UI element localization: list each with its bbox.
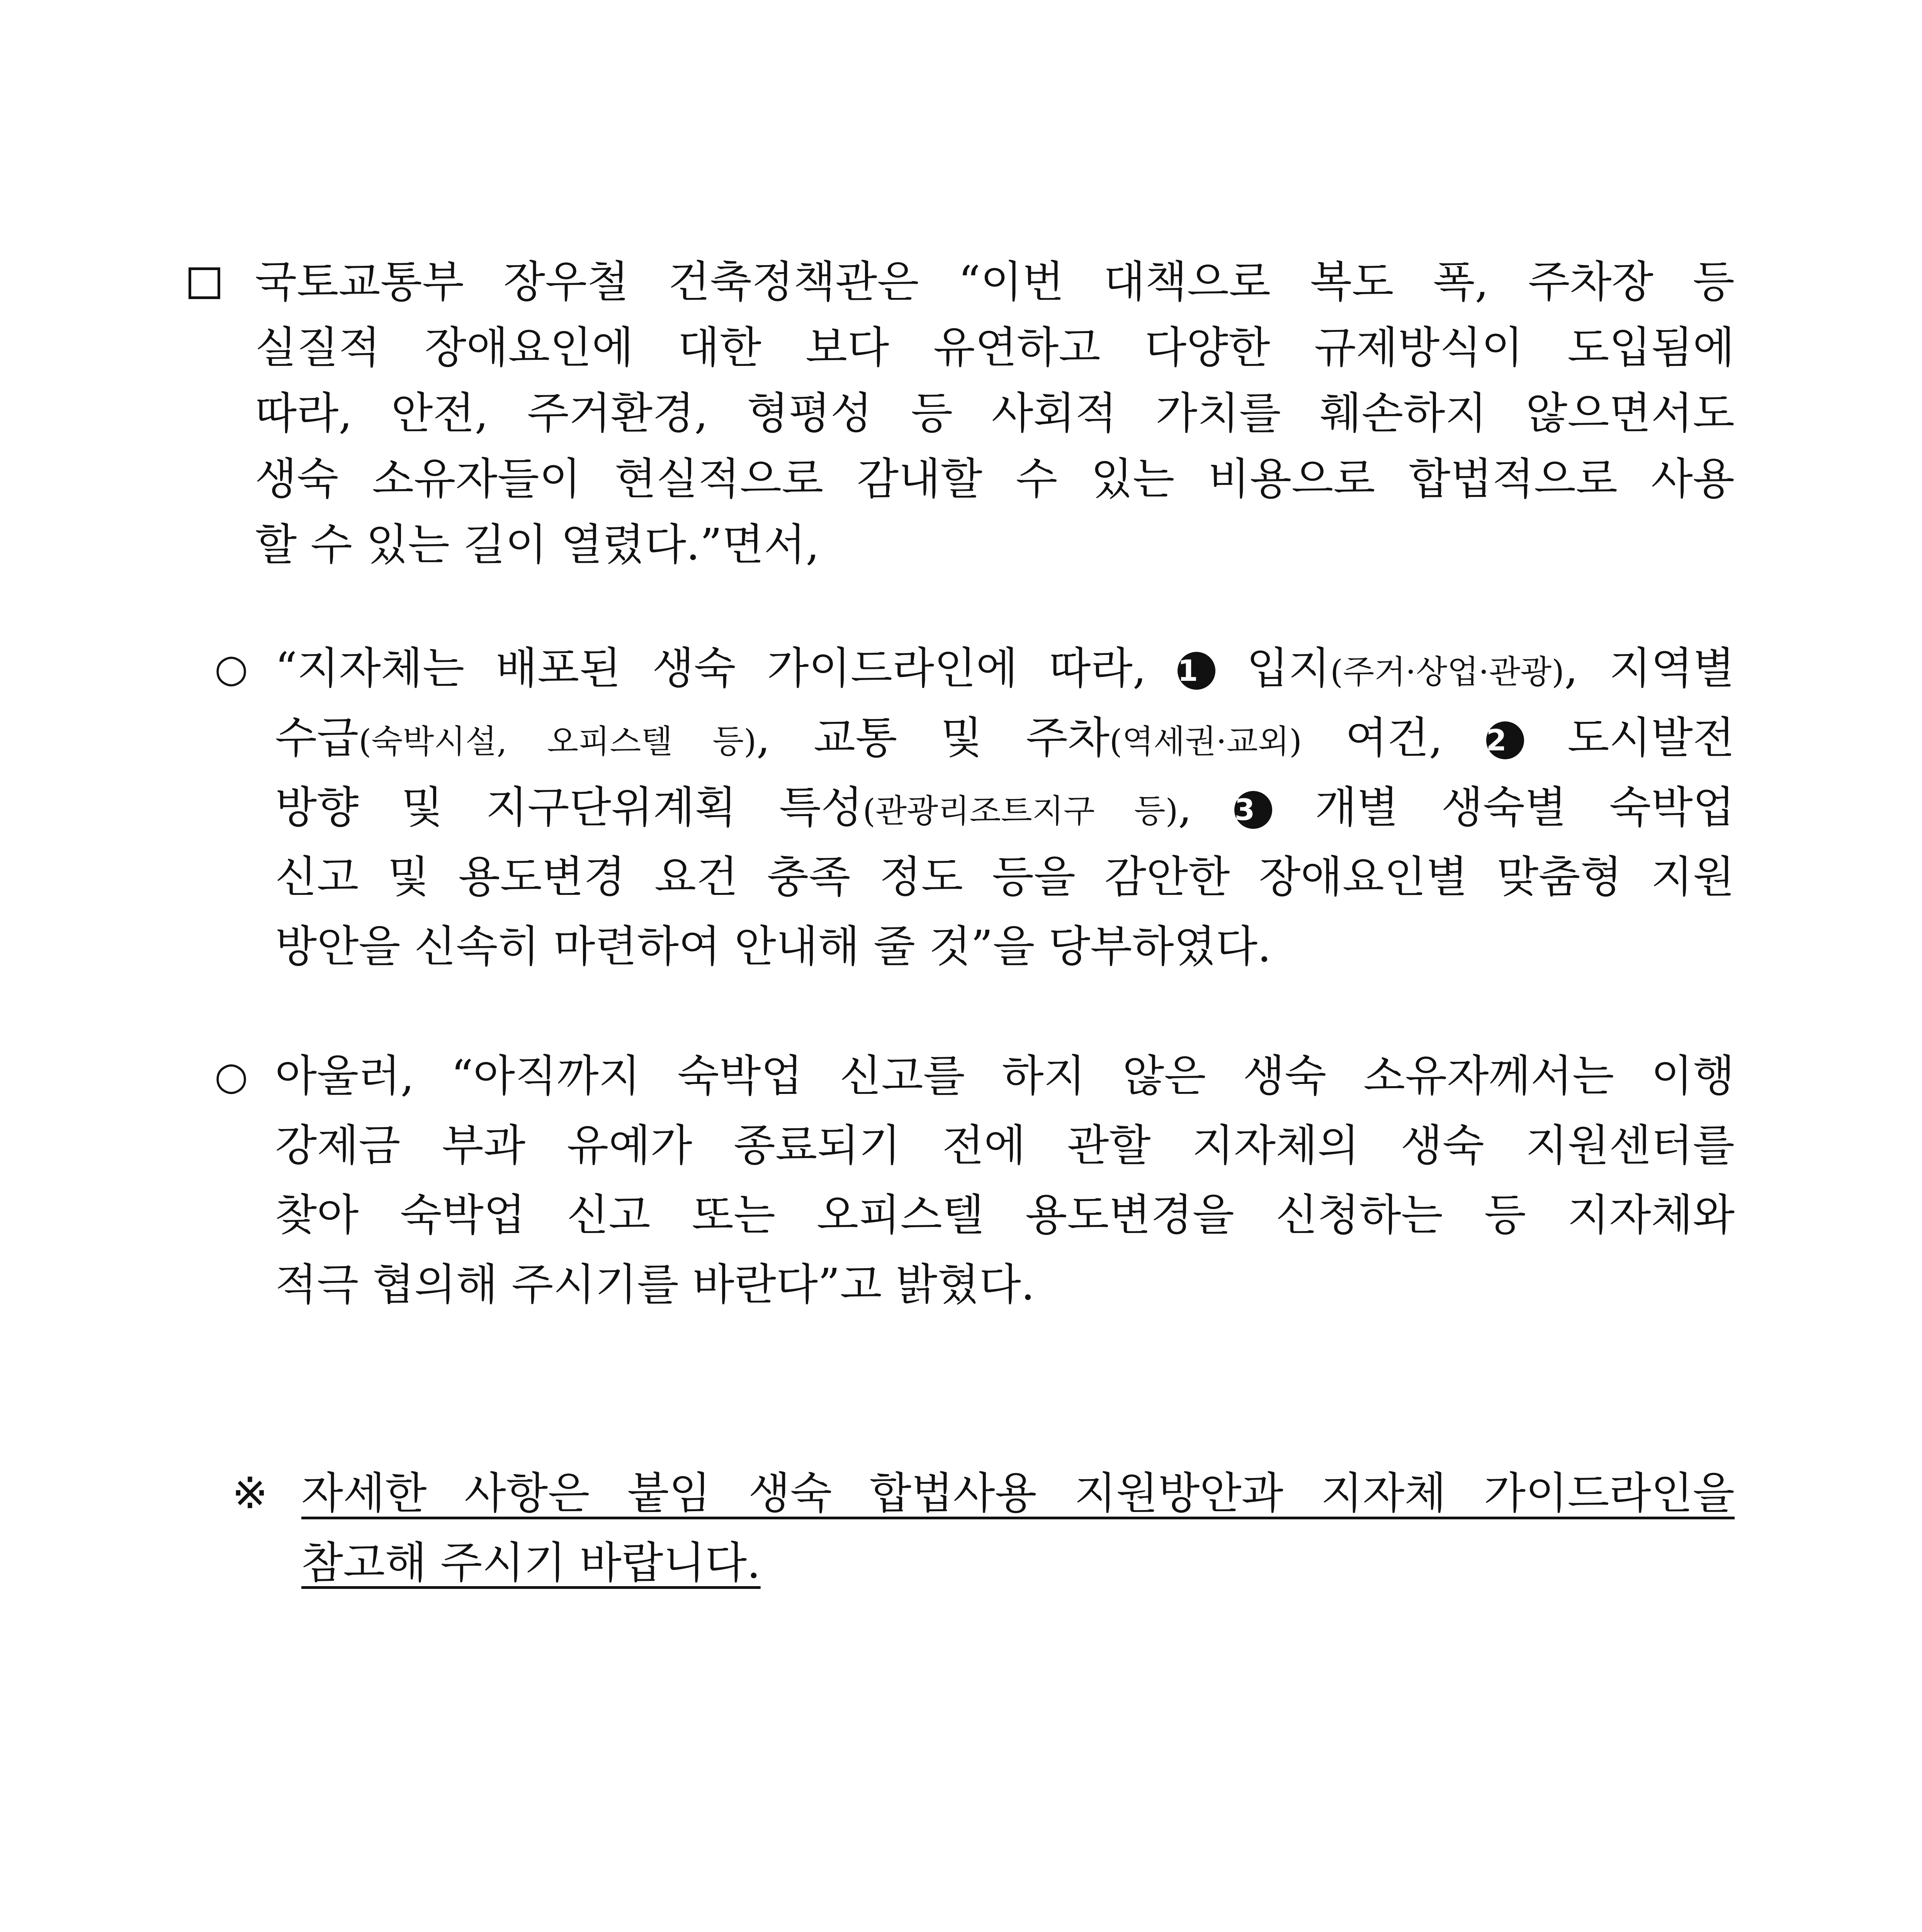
number-one-badge-icon: 1 (1178, 652, 1215, 690)
paragraph-line: 할 수 있는 길이 열렸다.”면서, (255, 520, 819, 570)
paragraph-line (275, 639, 1735, 697)
text-segment: 입지 (1246, 643, 1331, 694)
paragraph-line: 따라, 안전, 주거환경, 형평성 등 사회적 가치를 훼손하지 않으면서도 (255, 388, 1735, 439)
paragraph-line: 신고 및 용도변경 요건 충족 정도 등을 감안한 장애요인별 맞춤형 지원 (275, 852, 1735, 902)
small-text: (역세권·교외) (1109, 723, 1302, 760)
text-segment: , 교통 및 주차 (756, 713, 1110, 763)
paragraph-line: 적극 협의해 주시기를 바란다”고 밝혔다. (275, 1260, 1035, 1310)
paragraph-line: 국토교통부 장우철 건축정책관은 “이번 대책으로 복도 폭, 주차장 등 (255, 257, 1735, 307)
text-segment: 도시발전 (1567, 713, 1735, 763)
small-text: (숙박시설, 오피스텔 등) (359, 723, 757, 760)
paragraph-line: 방안을 신속히 마련하여 안내해 줄 것”을 당부하였다. (275, 922, 1271, 972)
text-segment: 개별 생숙별 숙박업 (1315, 782, 1735, 833)
paragraph-line: 찾아 숙박업 신고 또는 오피스텔 용도변경을 신청하는 등 지자체와 (275, 1190, 1735, 1240)
note-line: 자세한 사항은 붙임 생숙 합법사용 지원방안과 지자체 가이드라인을 (301, 1468, 1735, 1519)
reference-mark-icon: ※ (232, 1468, 268, 1519)
paragraph-line: 실질적 장애요인에 대한 보다 유연하고 다양한 규제방식이 도입됨에 (255, 323, 1735, 373)
paragraph-line (275, 779, 1735, 837)
number-two-badge-icon: 2 (1486, 721, 1524, 759)
square-bullet-icon (189, 267, 220, 299)
text-segment: , (1178, 782, 1192, 833)
text-segment: 방향 및 지구단위계획 특성 (275, 782, 863, 833)
text-segment: “지자체는 배포된 생숙 가이드라인에 따라, (275, 643, 1147, 694)
small-text: (주거·상업·관광) (1330, 653, 1565, 691)
text-segment: 수급 (275, 713, 359, 763)
text-segment: 여건, (1345, 713, 1443, 763)
note-line: 참고해 주시기 바랍니다. (301, 1538, 761, 1588)
paragraph-line: 강제금 부과 유예가 종료되기 전에 관할 지자체의 생숙 지원센터를 (275, 1121, 1735, 1171)
small-text: (관광리조트지구 등) (863, 792, 1178, 830)
number-three-badge-icon: 3 (1234, 791, 1272, 829)
paragraph-line: 아울러, “아직까지 숙박업 신고를 하지 않은 생숙 소유자께서는 이행 (275, 1051, 1735, 1101)
circle-bullet-icon: ○ (214, 646, 248, 691)
circle-bullet-icon: ○ (214, 1053, 248, 1099)
paragraph-line (275, 709, 1735, 767)
paragraph-line: 생숙 소유자들이 현실적으로 감내할 수 있는 비용으로 합법적으로 사용 (255, 454, 1735, 504)
text-segment: , 지역별 (1564, 643, 1735, 694)
